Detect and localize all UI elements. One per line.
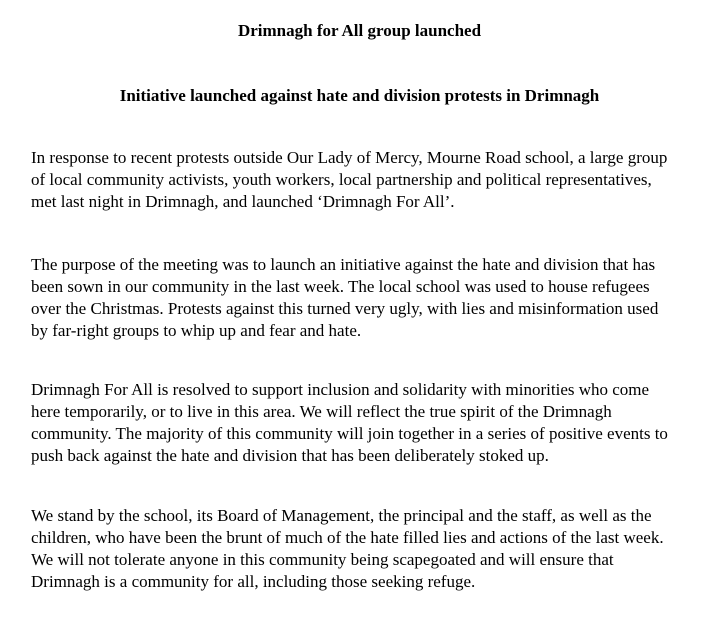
paragraph-line: push back against the hate and division that has been deliberately stoked up. [31,446,549,465]
paragraph-line: met last night in Drimnagh, and launched ‘Drimnagh For All’. [31,192,455,211]
paragraph-line: been sown in our community in the last week. The local school was used to house refugees [31,277,650,296]
paragraph-2 [31,254,719,342]
paragraph-1 [31,147,719,213]
paragraph-line: community. The majority of this community will join together in a series of positive events to [31,424,668,443]
paragraph-line: children, who have been the brunt of much of the hate filled lies and actions of the last week. [31,528,664,547]
paragraph-line: In response to recent protests outside Our Lady of Mercy, Mourne Road school, a large group [31,148,668,167]
document-title: Drimnagh for All group launched [237,21,482,40]
paragraph-line: over the Christmas. Protests against this turned very ugly, with lies and misinformation used [31,299,659,318]
paragraph-line: by far-right groups to whip up and fear and hate. [31,321,362,340]
paragraph-line: The purpose of the meeting was to launch an initiative against the hate and division that has [31,255,656,274]
document-subtitle: Initiative launched against hate and division protests in Drimnagh [119,86,600,105]
paragraph-line: We will not tolerate anyone in this community being scapegoated and will ensure that [31,550,614,569]
paragraph-3 [31,379,719,467]
paragraph-line: Drimnagh For All is resolved to support inclusion and solidarity with minorities who come [31,380,650,399]
paragraph-4 [31,505,719,593]
paragraph-line: We stand by the school, its Board of Management, the principal and the staff, as well as the [31,506,652,525]
paragraph-line: of local community activists, youth workers, local partnership and political representatives, [31,170,652,189]
paragraph-line: Drimnagh is a community for all, including those seeking refuge. [31,572,476,591]
paragraph-line: here temporarily, or to live in this area. We will reflect the true spirit of the Drimnagh [31,402,612,421]
